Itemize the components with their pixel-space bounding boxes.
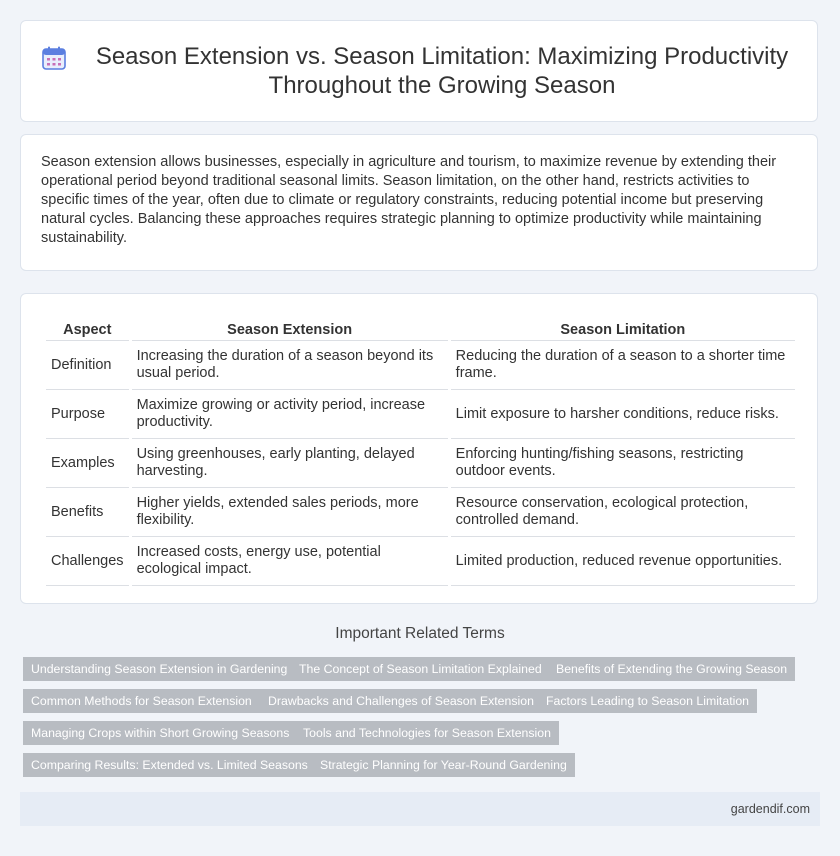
- related-term-tag[interactable]: Comparing Results: Extended vs. Limited Seasons: [23, 753, 316, 777]
- header-aspect: Aspect: [46, 312, 129, 341]
- row-aspect: Challenges: [46, 537, 129, 586]
- row-aspect: Purpose: [46, 390, 129, 439]
- intro-paragraph: Season extension allows businesses, especially in agriculture and tourism, to maximize revenue by extending their operational period beyond traditional seasonal limits. Season limitation, on the other hand, restricts activities to specific times of the year, often due to climate or regulatory constraints, reducing potential income but preserving natural cycles. Balancing these approaches requires strategic planning to optimize productivity while maintaining sustainability.: [41, 154, 777, 246]
- table-row: [46, 537, 795, 586]
- row-limitation: Enforcing hunting/fishing seasons, restricting outdoor events.: [451, 439, 795, 488]
- related-term-tag[interactable]: Factors Leading to Season Limitation: [538, 689, 757, 713]
- table-row: [46, 341, 795, 390]
- header-season-extension: Season Extension: [132, 312, 448, 341]
- comparison-table: [43, 312, 798, 586]
- related-terms-heading: Important Related Terms: [335, 625, 505, 642]
- table-row: [46, 488, 795, 537]
- table-row: [46, 390, 795, 439]
- related-term-tag[interactable]: Understanding Season Extension in Gardening: [23, 657, 295, 681]
- related-term-tag[interactable]: Tools and Technologies for Season Extension: [295, 721, 559, 745]
- table-header-row: [46, 312, 795, 341]
- row-aspect: Definition: [46, 341, 129, 390]
- row-extension: Increasing the duration of a season beyond its usual period.: [132, 341, 448, 390]
- header-season-limitation: Season Limitation: [451, 312, 795, 341]
- intro-card: [20, 134, 818, 271]
- row-aspect: Examples: [46, 439, 129, 488]
- table-row: [46, 439, 795, 488]
- related-term-tag[interactable]: Benefits of Extending the Growing Season: [548, 657, 795, 681]
- row-limitation: Resource conservation, ecological protection, controlled demand.: [451, 488, 795, 537]
- related-term-tag[interactable]: Drawbacks and Challenges of Season Extension: [260, 689, 542, 713]
- row-extension: Increased costs, energy use, potential ecological impact.: [132, 537, 448, 586]
- comparison-table-card: [20, 293, 818, 604]
- related-term-tag[interactable]: Managing Crops within Short Growing Seasons: [23, 721, 297, 745]
- footer: [20, 792, 820, 826]
- title-card: [20, 20, 818, 122]
- row-limitation: Reducing the duration of a season to a shorter time frame.: [451, 341, 795, 390]
- related-term-tag[interactable]: Strategic Planning for Year-Round Gardening: [312, 753, 575, 777]
- row-extension: Using greenhouses, early planting, delayed harvesting.: [132, 439, 448, 488]
- row-aspect: Benefits: [46, 488, 129, 537]
- row-extension: Maximize growing or activity period, increase productivity.: [132, 390, 448, 439]
- row-limitation: Limited production, reduced revenue opportunities.: [451, 537, 795, 586]
- page-title: Season Extension vs. Season Limitation: Maximizing Productivity Throughout the Growing Season: [95, 43, 789, 99]
- row-extension: Higher yields, extended sales periods, more flexibility.: [132, 488, 448, 537]
- calendar-icon: [41, 45, 67, 71]
- related-term-tag[interactable]: Common Methods for Season Extension: [23, 689, 260, 713]
- footer-site-link[interactable]: gardendif.com: [730, 802, 810, 816]
- related-term-tag[interactable]: The Concept of Season Limitation Explained: [291, 657, 550, 681]
- row-limitation: Limit exposure to harsher conditions, reduce risks.: [451, 390, 795, 439]
